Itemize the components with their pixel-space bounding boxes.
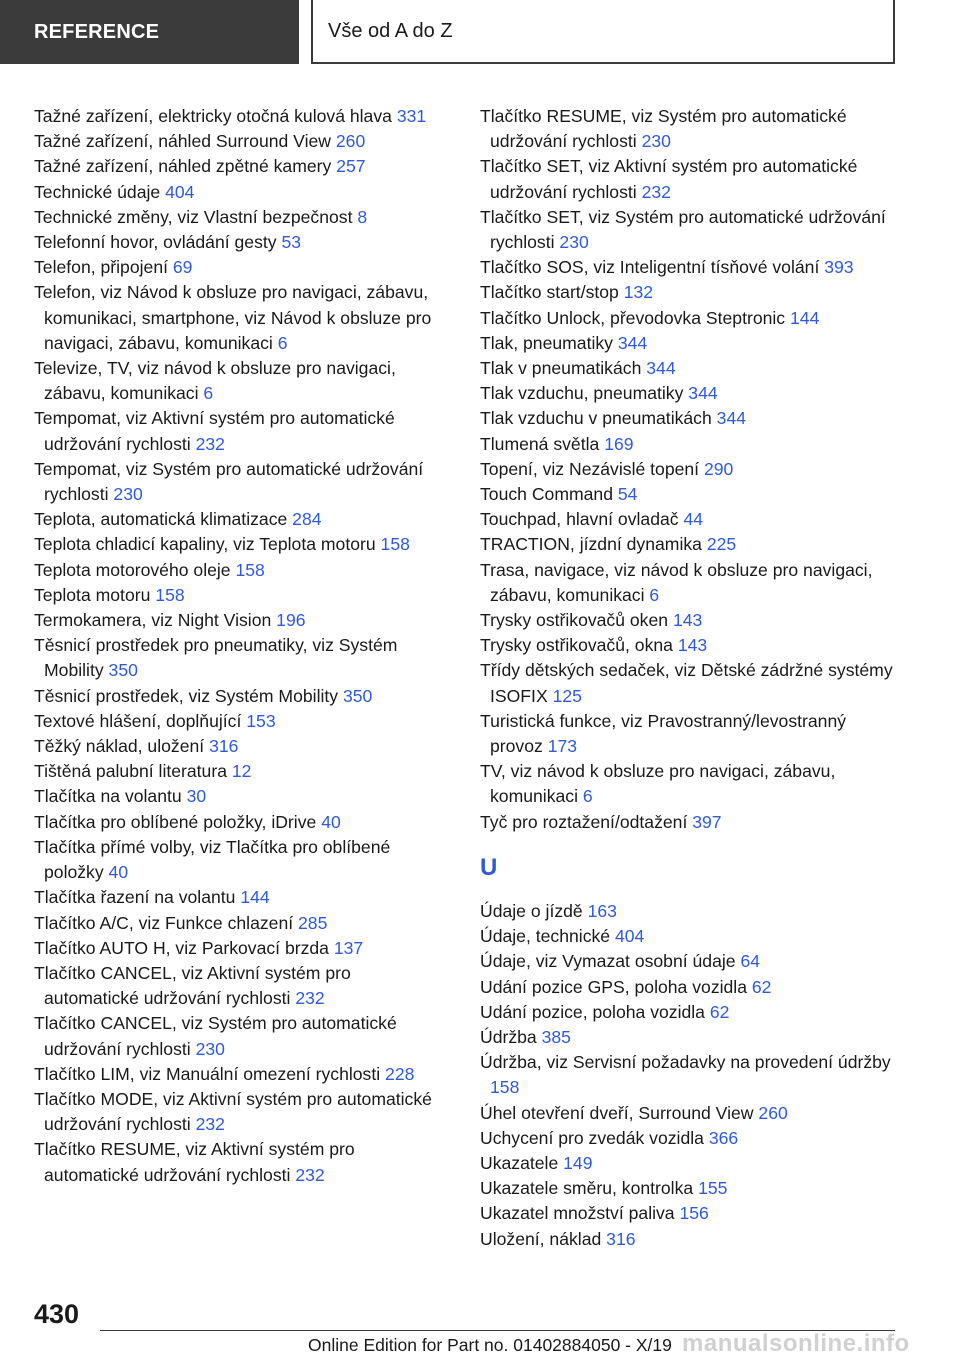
index-entry (480, 633, 896, 658)
page-link[interactable]: 40 (321, 811, 341, 832)
entry-text: Telefon, viz Návod k obsluze pro navigaci, zábavu, komunikaci, smartphone, viz Návod k obsluze pro navigaci, zábavu, komunikaci (34, 282, 432, 353)
entry-text: Tlak v pneumatikách (480, 358, 642, 379)
index-entry (480, 381, 896, 406)
entry-text: Telefonní hovor, ovládání gesty (34, 232, 277, 253)
entry-text: Touch Command (480, 484, 613, 505)
page-link[interactable]: 149 (563, 1152, 593, 1173)
index-entry (34, 205, 450, 230)
index-entry (34, 1062, 450, 1087)
index-entry (34, 684, 450, 709)
entry-text: Tyč pro roztažení/odtažení (480, 811, 688, 832)
entry-text: Úhel otevření dveří, Surround View (480, 1102, 754, 1123)
page-link[interactable]: 156 (679, 1203, 709, 1224)
page-link[interactable]: 62 (709, 1001, 730, 1022)
page-link[interactable]: 158 (380, 534, 410, 555)
index-entry (34, 911, 450, 936)
entry-text: Údaje, viz Vymazat osobní údaje (480, 951, 736, 972)
entry-text: Údržba, viz Servisní požadavky na provedení údržby (480, 1052, 891, 1073)
index-entry (480, 1227, 896, 1252)
page-link[interactable]: 155 (698, 1178, 728, 1199)
index-entry (34, 759, 450, 784)
index-entry (34, 734, 450, 759)
page-link[interactable]: 6 (649, 584, 660, 605)
section-title: Vše od A do Z (328, 19, 453, 42)
watermark-logo: manualsonline.info (682, 1330, 910, 1357)
page-link[interactable]: 393 (824, 257, 854, 278)
index-entry (34, 180, 450, 205)
index-entry (480, 1176, 896, 1201)
entry-text: Trasa, navigace, viz návod k obsluze pro navigaci, zábavu, komunikaci (480, 559, 873, 605)
index-entry (34, 280, 450, 356)
entry-text: Trysky ostřikovačů oken (480, 610, 669, 631)
entry-text: Tlačítko CANCEL, viz Aktivní systém pro automatické udržování rychlosti (34, 962, 351, 1009)
index-entry (480, 1025, 896, 1050)
page-link[interactable]: 230 (195, 1038, 225, 1059)
index-entry (480, 154, 896, 204)
entry-text: Tlačítka na volantu (34, 786, 182, 807)
index-entry (34, 406, 450, 456)
page-link[interactable]: 404 (614, 926, 645, 947)
page-link[interactable]: 385 (541, 1026, 571, 1047)
page-link[interactable]: 316 (209, 736, 239, 757)
entry-text: Trysky ostřikovačů, okna (480, 635, 673, 656)
entry-text: Tištěná palubní literatura (34, 761, 227, 782)
page-link[interactable]: 137 (333, 937, 364, 958)
entry-text: TV, viz návod k obsluze pro navigaci, zábavu, komunikaci (480, 761, 836, 807)
entry-text: Tlačítko CANCEL, viz Systém pro automatické udržování rychlosti (34, 1013, 397, 1059)
entry-text: Tlačítko SET, viz Aktivní systém pro automatické udržování rychlosti (480, 156, 858, 202)
page-link[interactable]: 285 (298, 912, 328, 933)
entry-text: Uložení, náklad (480, 1228, 602, 1249)
index-entry (34, 784, 450, 809)
entry-text: Tlak vzduchu v pneumatikách (480, 408, 712, 429)
page-link[interactable]: 143 (677, 635, 708, 656)
index-entry (480, 709, 896, 759)
page-link[interactable]: 6 (203, 383, 214, 404)
entry-text: Textové hlášení, doplňující (34, 710, 242, 731)
entry-text: Třídy dětských sedaček, viz Dětské zádržné systémy ISOFIX (480, 660, 893, 706)
index-entry (480, 608, 896, 633)
section-letter: U (480, 853, 498, 881)
index-entry (480, 1000, 896, 1025)
page-link[interactable]: 350 (108, 660, 138, 681)
index-entry (480, 255, 896, 280)
page-link[interactable]: 163 (587, 900, 617, 921)
index-entry (34, 1137, 450, 1187)
entry-text: Údaje o jízdě (480, 900, 583, 921)
page-link[interactable]: 232 (641, 181, 671, 202)
page-link[interactable]: 230 (113, 484, 143, 505)
section-gap (480, 835, 896, 851)
page-link[interactable]: 232 (295, 988, 325, 1009)
page-link[interactable]: 232 (295, 1164, 325, 1185)
page-link[interactable]: 6 (582, 786, 593, 807)
entry-text: Těsnicí prostředek, viz Systém Mobility (34, 685, 339, 706)
page-link[interactable]: 397 (692, 811, 722, 832)
entry-text: Tlačítko RESUME, viz Systém pro automatické udržování rychlosti (480, 106, 847, 152)
index-entry (480, 658, 896, 708)
page-link[interactable]: 196 (276, 610, 306, 631)
index-entry (34, 457, 450, 507)
entry-text: Termokamera, viz Night Vision (34, 610, 272, 631)
page-link[interactable]: 64 (740, 951, 761, 972)
entry-text: Udání pozice GPS, poloha vozidla (480, 976, 747, 997)
index-entry (480, 558, 896, 608)
entry-text: Teplota motoru (34, 584, 151, 605)
index-entry (34, 608, 450, 633)
page-link[interactable]: 53 (281, 232, 302, 253)
page-link[interactable]: 290 (703, 458, 734, 479)
index-group-t (480, 104, 896, 835)
entry-text: Tlačítko SET, viz Systém pro automatické udržování rychlosti (480, 206, 886, 253)
index-entry (480, 356, 896, 381)
index-group-u (480, 899, 896, 1252)
entry-text: Teplota, automatická klimatizace (34, 509, 288, 530)
index-entry (480, 205, 896, 255)
page-link[interactable]: 153 (246, 710, 276, 731)
entry-text: Tlačítko AUTO H, viz Parkovací brzda (34, 937, 329, 958)
page-link[interactable]: 260 (758, 1102, 788, 1123)
page-link[interactable]: 230 (641, 131, 671, 152)
entry-text: Telefon, připojení (34, 257, 168, 278)
entry-text: Tlačítka přímé volby, viz Tlačítka pro oblíbené položky (34, 836, 391, 883)
entry-text: Těsnicí prostředek pro pneumatiky, viz Systém Mobility (34, 635, 398, 681)
entry-text: TRACTION, jízdní dynamika (480, 534, 702, 555)
index-entry (480, 1151, 896, 1176)
entry-text: Tažné zařízení, elektricky otočná kulová hlava (34, 106, 392, 126)
index-column-left (34, 104, 450, 1188)
edition-text: Online Edition for Part no. 01402884050 - X/19 (308, 1335, 672, 1355)
page-number: 430 (34, 1299, 80, 1329)
entry-text: Tlačítko A/C, viz Funkce chlazení (34, 912, 294, 933)
page-link[interactable]: 344 (646, 358, 676, 379)
entry-text: Teplota chladicí kapaliny, viz Teplota motoru (34, 534, 376, 555)
entry-text: Uchycení pro zvedák vozidla (480, 1127, 704, 1148)
index-entry (34, 558, 450, 583)
index-entry (34, 356, 450, 406)
index-entry (480, 532, 896, 557)
page-link[interactable]: 260 (335, 131, 366, 152)
page-link[interactable]: 69 (172, 257, 193, 278)
page-link[interactable]: 158 (235, 559, 265, 580)
entry-text: Technické změny, viz Vlastní bezpečnost (34, 206, 353, 227)
index-entry (480, 1126, 896, 1151)
page-link[interactable]: 344 (688, 383, 718, 404)
index-entry (480, 759, 896, 809)
index-entry (34, 961, 450, 1011)
page-link[interactable]: 40 (108, 862, 129, 883)
page-link[interactable]: 404 (165, 181, 195, 202)
index-entry (34, 129, 450, 154)
entry-text: Tažné zařízení, náhled zpětné kamery (34, 156, 332, 177)
index-entry (34, 1011, 450, 1061)
page-link[interactable]: 232 (195, 1114, 225, 1135)
index-entry (480, 406, 896, 431)
page-link[interactable]: 144 (240, 887, 270, 908)
page-link[interactable]: 344 (716, 408, 747, 429)
page-link[interactable]: 350 (342, 685, 373, 706)
page-link[interactable]: 232 (195, 433, 225, 454)
page-link[interactable]: 284 (292, 509, 322, 530)
index-entry (34, 810, 450, 835)
entry-text: Tlačítko Unlock, převodovka Steptronic (480, 307, 786, 328)
index-entry (34, 633, 450, 683)
entry-text: Teplota motorového oleje (34, 559, 231, 580)
entry-text: Údržba (480, 1026, 537, 1047)
entry-text: Tlačítko LIM, viz Manuální omezení rychlosti (34, 1063, 381, 1084)
index-entry (480, 1201, 896, 1226)
entry-text: Technické údaje (34, 181, 161, 202)
index-entry (34, 255, 450, 280)
index-entry (480, 432, 896, 457)
index-entry (480, 899, 896, 924)
page-link[interactable]: 173 (547, 736, 578, 757)
entry-text: Tlak vzduchu, pneumatiky (480, 383, 684, 404)
index-column-right (480, 104, 896, 1252)
entry-text: Tlačítka pro oblíbené položky, iDrive (34, 811, 317, 832)
page-link[interactable]: 44 (683, 509, 704, 530)
entry-text: Těžký náklad, uložení (34, 736, 205, 757)
index-entry (480, 457, 896, 482)
index-entry (34, 532, 450, 557)
page-link[interactable]: 158 (490, 1077, 520, 1098)
page-link[interactable]: 225 (706, 534, 737, 555)
entry-text: Ukazatele směru, kontrolka (480, 1178, 694, 1199)
reference-tab (0, 0, 299, 64)
index-entry (480, 1050, 896, 1100)
page-link[interactable]: 125 (552, 685, 582, 706)
entry-text: Tlak, pneumatiky (480, 332, 613, 353)
index-entry (34, 507, 450, 532)
entry-text: Ukazatele (480, 1152, 559, 1173)
page-link[interactable]: 12 (231, 761, 252, 782)
page-link[interactable]: 6 (277, 332, 288, 353)
page-link[interactable]: 54 (617, 484, 638, 505)
entry-text: Tažné zařízení, náhled Surround View (34, 131, 331, 152)
index-entry (480, 924, 896, 949)
page-link[interactable]: 257 (336, 156, 366, 177)
index-entry (34, 1087, 450, 1137)
index-entry (34, 709, 450, 734)
index-entry (34, 104, 450, 129)
index-entry (34, 835, 450, 885)
entry-text: Tlačítko MODE, viz Aktivní systém pro automatické udržování rychlosti (34, 1088, 432, 1135)
page-link[interactable]: 144 (790, 307, 820, 328)
page-link[interactable]: 8 (357, 206, 368, 227)
entry-text: Touchpad, hlavní ovladač (480, 509, 679, 530)
index-entry (480, 482, 896, 507)
index-entry (480, 1101, 896, 1126)
entry-text: Údaje, technické (480, 926, 611, 947)
entry-text: Tlačítko start/stop (480, 282, 619, 303)
page-link[interactable]: 331 (396, 106, 427, 126)
entry-text: Turistická funkce, viz Pravostranný/levostranný provoz (480, 710, 847, 757)
page-link[interactable]: 316 (606, 1228, 636, 1249)
page-link[interactable]: 62 (751, 976, 772, 997)
index-entry (480, 306, 896, 331)
index-entry (480, 331, 896, 356)
page-link[interactable]: 366 (708, 1127, 739, 1148)
page-link[interactable]: 230 (559, 232, 589, 253)
index-entry (480, 975, 896, 1000)
entry-text: Ukazatel množství paliva (480, 1203, 675, 1224)
section-header (311, 0, 895, 64)
page-link[interactable]: 132 (623, 282, 654, 303)
entry-text: Tempomat, viz Systém pro automatické udržování rychlosti (34, 458, 424, 505)
index-entry (480, 949, 896, 974)
page-link[interactable]: 344 (617, 332, 648, 353)
entry-text: Tlačítka řazení na volantu (34, 887, 236, 908)
index-entry (480, 280, 896, 305)
reference-label: REFERENCE (34, 20, 160, 43)
entry-text: Udání pozice, poloha vozidla (480, 1001, 705, 1022)
entry-text: Tempomat, viz Aktivní systém pro automatické udržování rychlosti (34, 408, 395, 454)
index-entry (480, 104, 896, 154)
entry-text: Tlačítko SOS, viz Inteligentní tísňové volání (480, 257, 820, 278)
page-link[interactable]: 228 (385, 1063, 415, 1084)
page-link[interactable]: 169 (604, 433, 634, 454)
page-link[interactable]: 158 (155, 584, 185, 605)
index-entry (480, 810, 896, 835)
entry-text: Televize, TV, viz návod k obsluze pro navigaci, zábavu, komunikaci (34, 358, 396, 404)
entry-text: Topení, viz Nezávislé topení (480, 458, 700, 479)
index-entry (34, 154, 450, 179)
index-entry (480, 507, 896, 532)
index-entry (34, 885, 450, 910)
index-entry (34, 583, 450, 608)
entry-text: Tlačítko RESUME, viz Aktivní systém pro automatické udržování rychlosti (34, 1139, 355, 1185)
entry-text: Tlumená světla (480, 433, 600, 454)
page-link[interactable]: 143 (672, 610, 703, 631)
page-link[interactable]: 30 (186, 786, 207, 807)
index-entry (34, 936, 450, 961)
index-entry (34, 230, 450, 255)
